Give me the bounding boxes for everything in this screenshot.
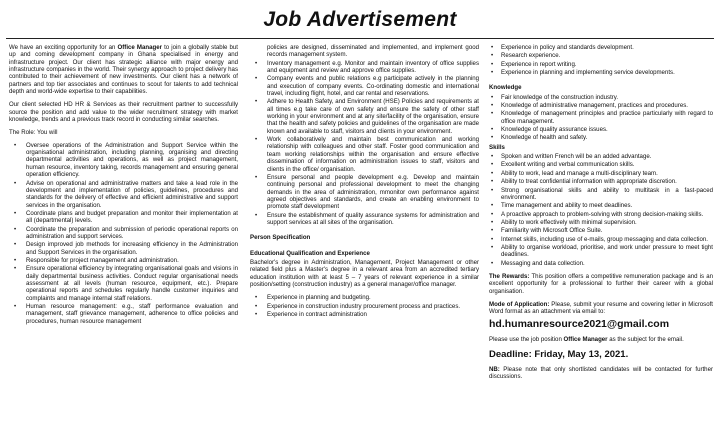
subject-instruction [489, 336, 713, 343]
rewards-paragraph [489, 273, 713, 295]
note-label: NB: [489, 366, 500, 373]
list-item: • Knowledge of administrative management, practices and procedures. [489, 102, 713, 109]
list-item: • Familiarity with Microsoft Office Suite. [489, 227, 713, 234]
deadline: Deadline: Friday, May 13, 2021. [489, 349, 629, 360]
rewards-text: This position offers a competitive remuneration package and is an excellent opportunity for a professional to further their career with a global organisation. [489, 272, 713, 295]
list-item: • Ensure operational efficiency by integrating organisational goals and visions in daily departmental business activities. Conduct regular organisational needs assessment at all levels (human resource, equipment, etc.). Prepare operational reports and schedules regularly handle customer inquiries and complaints and manage internal staff relations. [9, 265, 238, 302]
list-item: • Strong organisational skills and ability to multitask in a fast-paced environment. [489, 187, 713, 202]
application-email[interactable]: hd.humanresource2021@gmail.com [489, 317, 670, 330]
list-item: • Advise on operational and administrative matters and take a lead role in the development and implementation of policies, guidelines, procedures and standards for the delivery of effective and efficient administrative and support services in the organisation. [9, 180, 238, 209]
list-item: • Oversee operations of the Administration and Support Service within the organisational administration, including planning, organising and directing departmental activities and operations, as well as project management, human resource, inventory taking, records management and ensuring general operation efficiency. [9, 142, 238, 179]
list-item: • Internet skills, including use of e-mails, group messaging and data collection. [489, 236, 713, 243]
column-1 [9, 44, 238, 327]
application-text: Please, submit your resume and covering letter in Microsoft Word format as an attachment via email to: [489, 300, 713, 316]
list-item: • Messaging and data collection. [489, 260, 713, 267]
list-item: • Ability to work effectively with minimal supervision. [489, 219, 713, 226]
list-item: • Knowledge of management principles and practice particularly with regard to office management. [489, 110, 713, 125]
knowledge-heading: Knowledge [489, 84, 522, 92]
skills-heading: Skills [489, 143, 505, 151]
list-item: • Responsible for project management and administration. [9, 257, 238, 264]
list-item: • Experience in planning and implementing service developments. [489, 69, 713, 76]
list-item: • Adhere to Health Safety, and Environment (HSE) Policies and requirements at all times e.g take care of own safety and ensure the safety of other staff working in your environment and at any site/facility of the organisation, ensure that the health and safety policies and guidelines of the organisation are made known and available to staff, visitors and clients in your environment. [250, 98, 479, 135]
role-heading: The Role: You will [9, 129, 58, 137]
list-item: • Work collaboratively and maintain best communication and working relationship with colleagues and other staff. Foster good communication and team working relationships within the organisation and ensure effective dissemination of information on administration issues to staff, visitors and clients in the office/ organisation. [250, 136, 479, 173]
list-item: • Human resource management: e.g., staff performance evaluation and management, staff grievance management, adherence to office policies and procedures, human resource management [9, 303, 238, 325]
page-title: Job Advertisement [263, 8, 457, 31]
subject-text-cont: as the subject for the email. [607, 335, 684, 343]
list-item: • Ability to work, lead and manage a multi-disciplinary team. [489, 170, 713, 177]
list-item: • Experience in planning and budgeting. [250, 294, 479, 301]
rewards-label: The Rewards: [489, 272, 530, 280]
job-title-inline: Office Manager [117, 44, 162, 51]
experience-list [250, 294, 479, 318]
subject-text: Please use the job position [489, 335, 564, 343]
note-paragraph [489, 366, 713, 381]
list-item: • Experience in policy and standards development. [489, 44, 713, 51]
subject-job-title: Office Manager [563, 335, 608, 343]
list-item: • Knowledge of health and safety. [489, 134, 713, 141]
role-list-continued [250, 60, 479, 227]
list-item: • Spoken and written French will be an added advantage. [489, 153, 713, 160]
person-specification-heading: Person Specification [250, 234, 311, 242]
intro-text-cont: to join a globally stable but up and coming development company in Ghana specialised in energy and infrastructure project. Our client has strategic alliance with major energy and infrastructure companies in the world. Their synergy approach to project delivery has contributed to their achievement of new investments. Our client has a network of partners and top tier associates and continues to scout for talents to add technical depth and world-wide expertise to their capabilities. [9, 44, 238, 96]
education-text: Bachelor's degree in Administration, Management, Project Management or other related field plus a Master's degree in a relevant area from an accredited tertiary education institution with at least 5 – 7 years of relevant experience in a similar position/setting (construction industry) as a general manager/office manager. [250, 258, 479, 288]
list-item: • A proactive approach to problem-solving with strong decision-making skills. [489, 211, 713, 218]
column-2 [250, 44, 479, 320]
application-paragraph [489, 301, 713, 316]
list-item: • Fair knowledge of the construction industry. [489, 94, 713, 101]
role-continuation: policies are designed, disseminated and implemented, and implement good records management system. [267, 44, 479, 59]
list-item: • Research experience. [489, 52, 713, 59]
list-item: • Ability to organise workload, prioritise, and work under pressure to meet tight deadlines. [489, 244, 713, 259]
list-item: • Coordinate the preparation and submission of periodic operational reports on administration and support services. [9, 226, 238, 241]
education-heading: Educational Qualification and Experience [250, 249, 370, 257]
list-item: • Excellent writing and verbal communication skills. [489, 161, 713, 168]
intro-paragraph-2: Our client selected HD HR & Services as their recruitment partner to successfully source the position and add value to the wider recruitment strategy with market knowledge, trends and a previous track record in conducting similar searches. [9, 101, 238, 124]
list-item: • Experience in construction industry procurement process and practices. [250, 303, 479, 310]
intro-text: We have an exciting opportunity for an [9, 44, 118, 51]
list-item: • Coordinate plans and budget preparation and monitor their implementation at all (departmental) levels. [9, 210, 238, 225]
list-item: • Knowledge of quality assurance issues. [489, 126, 713, 133]
intro-paragraph-1 [9, 44, 238, 95]
list-item: • Inventory management e.g. Monitor and maintain inventory of office supplies and equipment and review and approve office supplies. [250, 60, 479, 75]
list-item: • Company events and public relations e.g participate actively in the planning and execution of company events. Co-ordinating domestic and international travel, including flight, hotel, and car rental and reservations. [250, 75, 479, 97]
list-item: • Ensure the establishment of quality assurance systems for administration and support services at all sites of the organisation. [250, 212, 479, 227]
knowledge-list [489, 94, 713, 142]
list-item: • Experience in report writing. [489, 61, 713, 68]
list-item: • Ensure personal and people development e.g. Develop and maintain continuing personal and professional development to meet the changing demands in the area of administration, mmonitor own performance against agreed objectives and standards, and create an enabling environment to promote staff development [250, 174, 479, 211]
application-label: Mode of Application: [489, 300, 550, 308]
list-item: • Experience in contract administration [250, 311, 479, 318]
title-divider [6, 38, 714, 39]
role-list [9, 142, 238, 325]
experience-list-continued [489, 44, 713, 76]
note-text: Please note that only shortlisted candidates will be contacted for further discussions. [489, 366, 713, 381]
column-3 [489, 44, 713, 387]
list-item: • Design improved job methods for increasing efficiency in the Administration and Support Services in the organisation. [9, 241, 238, 256]
list-item: • Ability to treat confidential information with appropriate discretion. [489, 178, 713, 185]
skills-list [489, 153, 713, 267]
list-item: • Time management and ability to meet deadlines. [489, 202, 713, 209]
